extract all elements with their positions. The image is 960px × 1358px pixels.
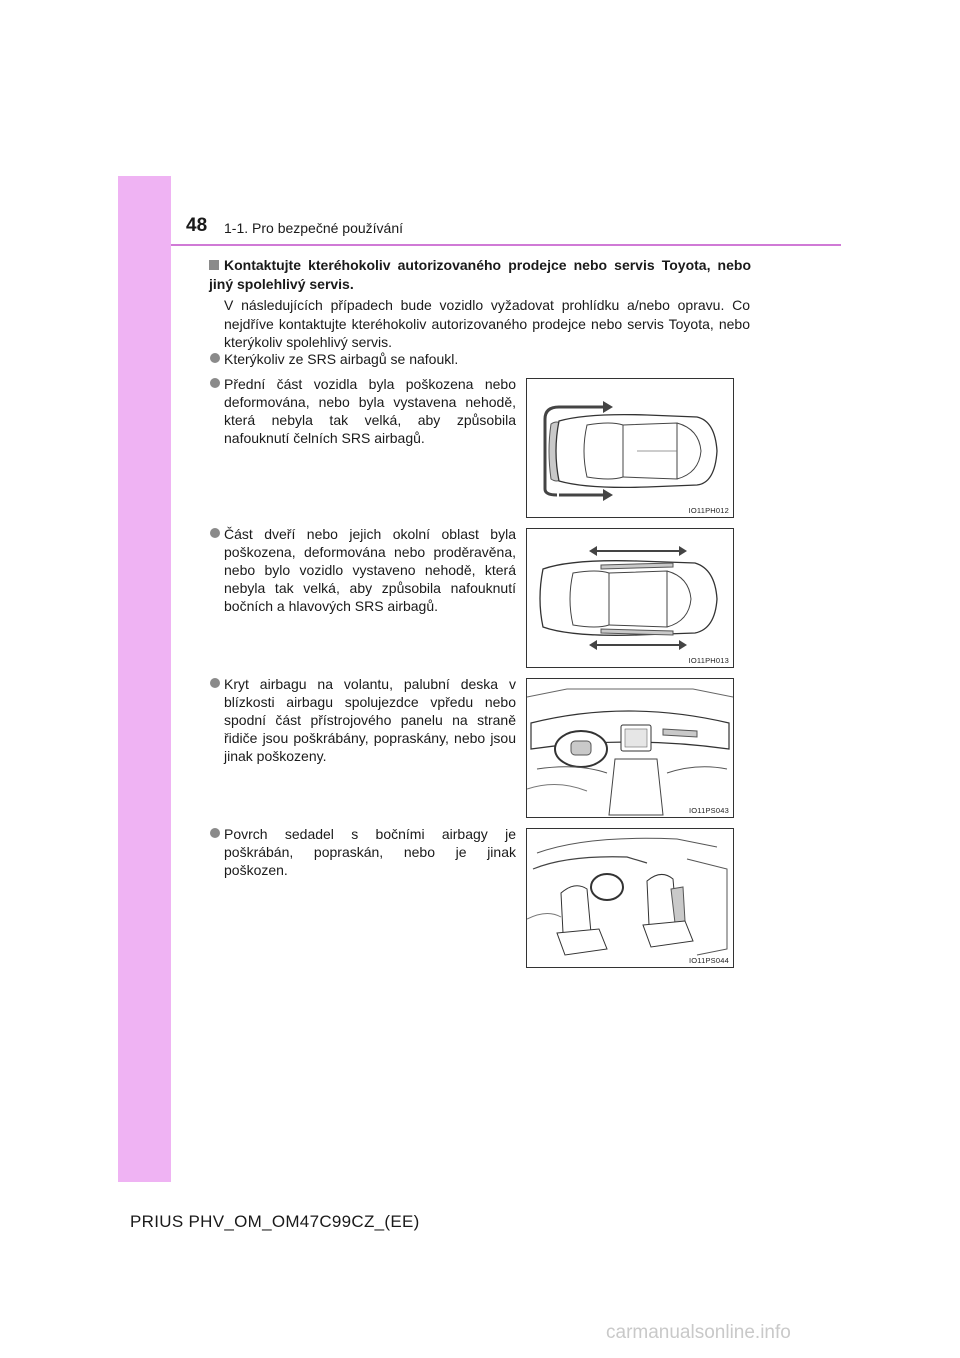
list-item: Kryt airbagu na volantu, palubní deska v blízkosti airbagu spolujezdce vpředu nebo spodní část přístrojového panelu na straně řidiče jsou poškrábány, popraskány, nebo jsou jinak poškozeny. [224, 675, 516, 765]
section-heading: Kontaktujte kteréhokoliv autorizovaného prodejce nebo servis Toyota, nebo jiný spolehlivý servis. [209, 257, 751, 292]
section-title: 1-1. Pro bezpečné používání [224, 220, 404, 236]
car-top-view-side-damage-icon [527, 529, 733, 667]
figure-code: IO11PH013 [688, 656, 729, 665]
page-number: 48 [186, 215, 208, 236]
seat-side-airbag-interior-icon [527, 829, 733, 967]
bullet-icon [210, 353, 220, 363]
figure-side-damage [526, 528, 734, 668]
car-top-view-front-damage-icon [527, 379, 733, 517]
figure-front-damage [526, 378, 734, 518]
figure-dashboard [526, 678, 734, 818]
list-item: Část dveří nebo jejich okolní oblast byla poškozena, deformována nebo proděravěna, nebo bylo vozidlo vystaveno nehodě, která nebyla tak velká, aby způsobila nafouknutí bočních a hlavových SRS airbagů. [224, 525, 516, 615]
intro-paragraph: V následujících případech bude vozidlo vyžadovat prohlídku a/nebo opravu. Co nejdříve kontaktujte kteréhokoliv autorizovaného prodejce nebo servis Toyota, nebo kterýkoliv spolehlivý servis. [224, 297, 750, 350]
bullet-icon [210, 828, 220, 838]
chapter-sidebar-tab [118, 176, 171, 1182]
header-rule [171, 244, 841, 246]
bullet-icon [210, 378, 220, 388]
watermark: carmanualsonline.info [606, 1322, 791, 1343]
bullet-icon [210, 678, 220, 688]
figure-code: IO11PS043 [688, 806, 729, 815]
document-id: PRIUS PHV_OM_OM47C99CZ_(EE) [130, 1212, 420, 1231]
bullet-icon [210, 528, 220, 538]
square-bullet-icon [209, 260, 219, 270]
figure-code: IO11PH012 [688, 506, 729, 515]
list-item: Povrch sedadel s bočními airbagy je poškrábán, popraskán, nebo je jinak poškozen. [224, 825, 516, 879]
figure-seats [526, 828, 734, 968]
figure-code: IO11PS044 [688, 956, 729, 965]
list-item: Kterýkoliv ze SRS airbagů se nafoukl. [224, 350, 750, 368]
dashboard-interior-icon [527, 679, 733, 817]
list-item: Přední část vozidla byla poškozena nebo deformována, nebo byla vystavena nehodě, která nebyla tak velká, aby způsobila nafouknutí čelních SRS airbagů. [224, 375, 516, 447]
